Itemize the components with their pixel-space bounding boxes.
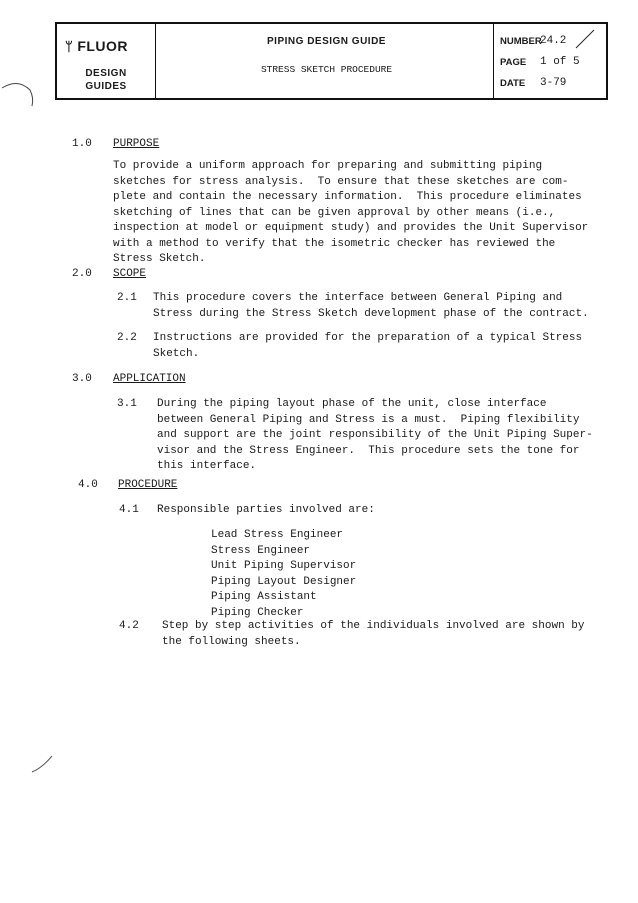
purpose-line: sketches for stress analysis. To ensure that these sketches are com-: [113, 175, 569, 188]
party-list-item: Unit Piping Supervisor: [211, 560, 357, 572]
section-2-heading: SCOPE: [113, 268, 147, 280]
scope-line: This procedure covers the interface between General Piping and: [153, 292, 563, 304]
application-line: During the piping layout phase of the unit, close interface: [157, 398, 547, 410]
section-2-number: 2.0: [72, 268, 92, 280]
scope-line: Instructions are provided for the preparation of a typical Stress: [153, 332, 583, 344]
section-4-number: 4.0: [78, 479, 98, 491]
purpose-line: Stress Sketch.: [113, 253, 206, 265]
item-number: 2.2: [117, 332, 137, 344]
fluor-logo: [65, 38, 128, 54]
section-3-number: 3.0: [72, 373, 92, 385]
purpose-line: To provide a uniform approach for preparing and submitting piping: [113, 160, 543, 172]
number-value: 24.2: [540, 35, 567, 47]
purpose-line: inspection at model or equipment study) and provides the Unit Supervisor: [113, 222, 589, 234]
guide-title: PIPING DESIGN GUIDE: [267, 36, 386, 47]
application-line: between General Piping and Stress is a must. Piping flexibility: [157, 413, 580, 426]
application-line: this interface.: [157, 460, 257, 472]
logo-text: FLUOR: [77, 38, 129, 54]
scope-line: Sketch.: [153, 347, 200, 360]
party-list-item: Lead Stress Engineer: [211, 529, 344, 541]
scope-line: Stress during the Stress Sketch development phase of the contract.: [153, 307, 589, 320]
page-label: PAGE: [500, 57, 527, 68]
guides-label: GUIDES: [85, 81, 127, 92]
header-logo-cell: [57, 24, 156, 98]
slash-mark-icon: [574, 28, 596, 50]
date-label: DATE: [500, 78, 526, 89]
item-number: 4.2: [119, 620, 139, 632]
application-line: visor and the Stress Engineer. This procedure sets the tone for: [157, 444, 580, 457]
page-value: 1 of 5: [540, 56, 580, 68]
guide-subtitle: STRESS SKETCH PROCEDURE: [260, 64, 393, 75]
party-list-item: Stress Engineer: [211, 544, 311, 557]
section-1-heading: PURPOSE: [113, 138, 160, 150]
procedure-line: Step by step activities of the individuals involved are shown by: [162, 620, 585, 632]
purpose-line: sketching of lines that can be given approval by other means (i.e.,: [113, 206, 556, 219]
number-label: NUMBER: [500, 36, 542, 47]
procedure-line: Responsible parties involved are:: [157, 504, 375, 516]
design-label: DESIGN: [85, 68, 127, 79]
purpose-line: plete and contain the necessary information. This procedure eliminates: [113, 191, 582, 203]
purpose-line: with a method to verify that the isometric checker has reviewed the: [113, 237, 556, 250]
date-value: 3-79: [540, 77, 567, 89]
procedure-line: the following sheets.: [162, 635, 301, 648]
stray-mark-icon: [30, 750, 60, 780]
party-list-item: Piping Layout Designer: [211, 575, 357, 588]
section-1-number: 1.0: [72, 138, 92, 150]
margin-mark-icon: [0, 70, 40, 110]
header-box: [55, 22, 608, 100]
header-meta-cell: [493, 24, 606, 98]
item-number: 3.1: [117, 398, 137, 410]
party-list-item: Piping Checker: [211, 606, 304, 619]
section-4-heading: PROCEDURE: [118, 479, 178, 491]
fluor-logo-icon: ᛘ: [65, 39, 74, 54]
application-line: and support are the joint responsibility of the Unit Piping Super-: [157, 429, 593, 441]
section-3-heading: APPLICATION: [113, 373, 186, 385]
item-number: 4.1: [119, 504, 139, 516]
item-number: 2.1: [117, 292, 137, 304]
party-list-item: Piping Assistant: [211, 591, 317, 603]
